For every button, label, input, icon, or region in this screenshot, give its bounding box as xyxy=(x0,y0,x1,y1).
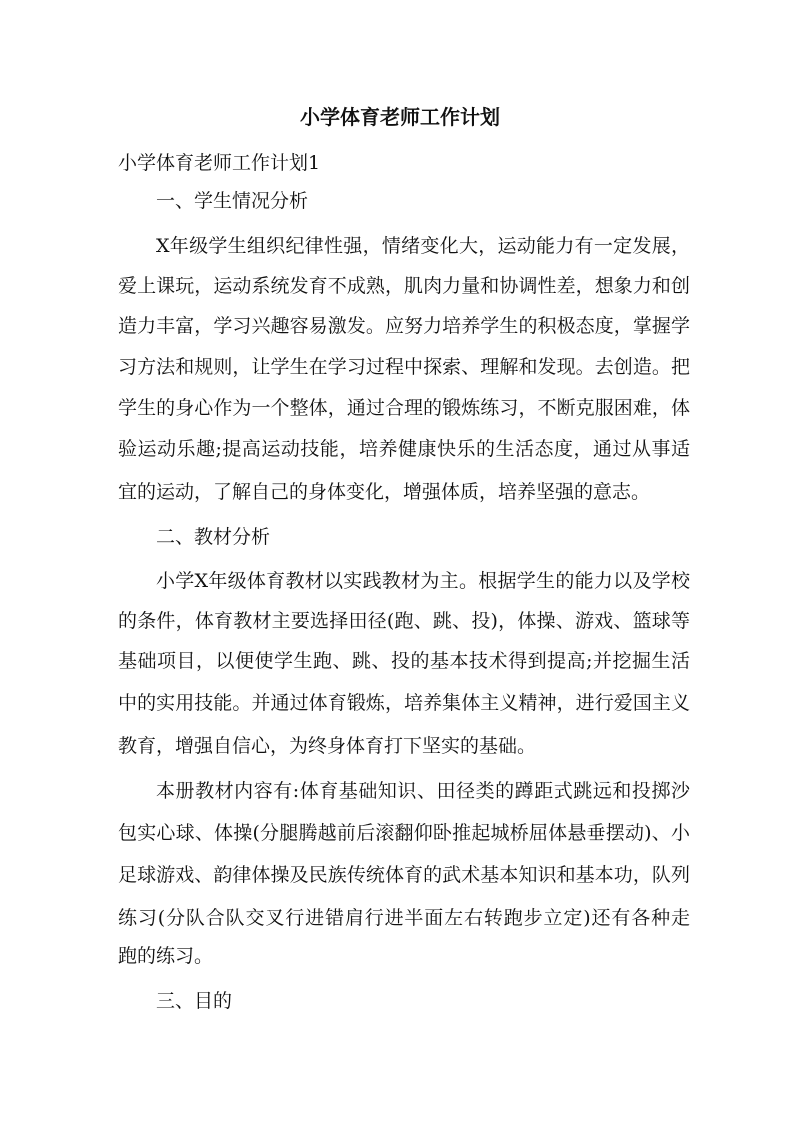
section-heading-materials-analysis: 二、教材分析 xyxy=(156,526,271,548)
paragraph-line: 包实心球、体操(分腿腾越前后滚翻仰卧推起城桥屈体悬垂摆动)、小 xyxy=(118,822,690,844)
paragraph-line: 的条件，体育教材主要选择田径(跑、跳、投)，体操、游戏、篮球等 xyxy=(118,610,690,632)
paragraph-line: 学生的身心作为一个整体，通过合理的锻炼练习，不断克服困难，体 xyxy=(118,397,690,419)
section-heading-student-analysis: 一、学生情况分析 xyxy=(156,190,309,212)
section-heading-objectives: 三、目的 xyxy=(156,990,233,1012)
paragraph-line: 造力丰富，学习兴趣容易激发。应努力培养学生的积极态度，掌握学 xyxy=(118,315,690,337)
paragraph-line: 小学X年级体育教材以实践教材为主。根据学生的能力以及学校 xyxy=(156,570,690,592)
paragraph-line: 验运动乐趣;提高运动技能，培养健康快乐的生活态度，通过从事适 xyxy=(118,438,690,460)
paragraph-line: 教育，增强自信心，为终身体育打下坚实的基础。 xyxy=(118,735,537,757)
document-subtitle: 小学体育老师工作计划1 xyxy=(118,152,321,174)
paragraph-line: 跑的练习。 xyxy=(118,945,214,967)
paragraph-line: 习方法和规则，让学生在学习过程中探索、理解和发现。去创造。把 xyxy=(118,356,690,378)
paragraph-line: 足球游戏、韵律体操及民族传统体育的武术基本知识和基本功，队列 xyxy=(118,864,690,886)
paragraph-line: 爱上课玩，运动系统发育不成熟，肌肉力量和协调性差，想象力和创 xyxy=(118,275,690,297)
paragraph-line: 基础项目，以便使学生跑、跳、投的基本技术得到提高;并挖掘生活 xyxy=(118,650,690,672)
paragraph-line: 练习(分队合队交叉行进错肩行进半面左右转跑步立定)还有各种走 xyxy=(118,907,690,929)
paragraph-line: X年级学生组织纪律性强，情绪变化大，运动能力有一定发展， xyxy=(156,235,690,257)
paragraph-line: 中的实用技能。并通过体育锻炼，培养集体主义精神，进行爱国主义 xyxy=(118,692,690,714)
paragraph-line: 本册教材内容有:体育基础知识、田径类的蹲距式跳远和投掷沙 xyxy=(156,780,690,802)
paragraph-line: 宜的运动，了解自己的身体变化，增强体质，培养坚强的意志。 xyxy=(118,481,651,503)
document-title: 小学体育老师工作计划 xyxy=(300,105,500,129)
